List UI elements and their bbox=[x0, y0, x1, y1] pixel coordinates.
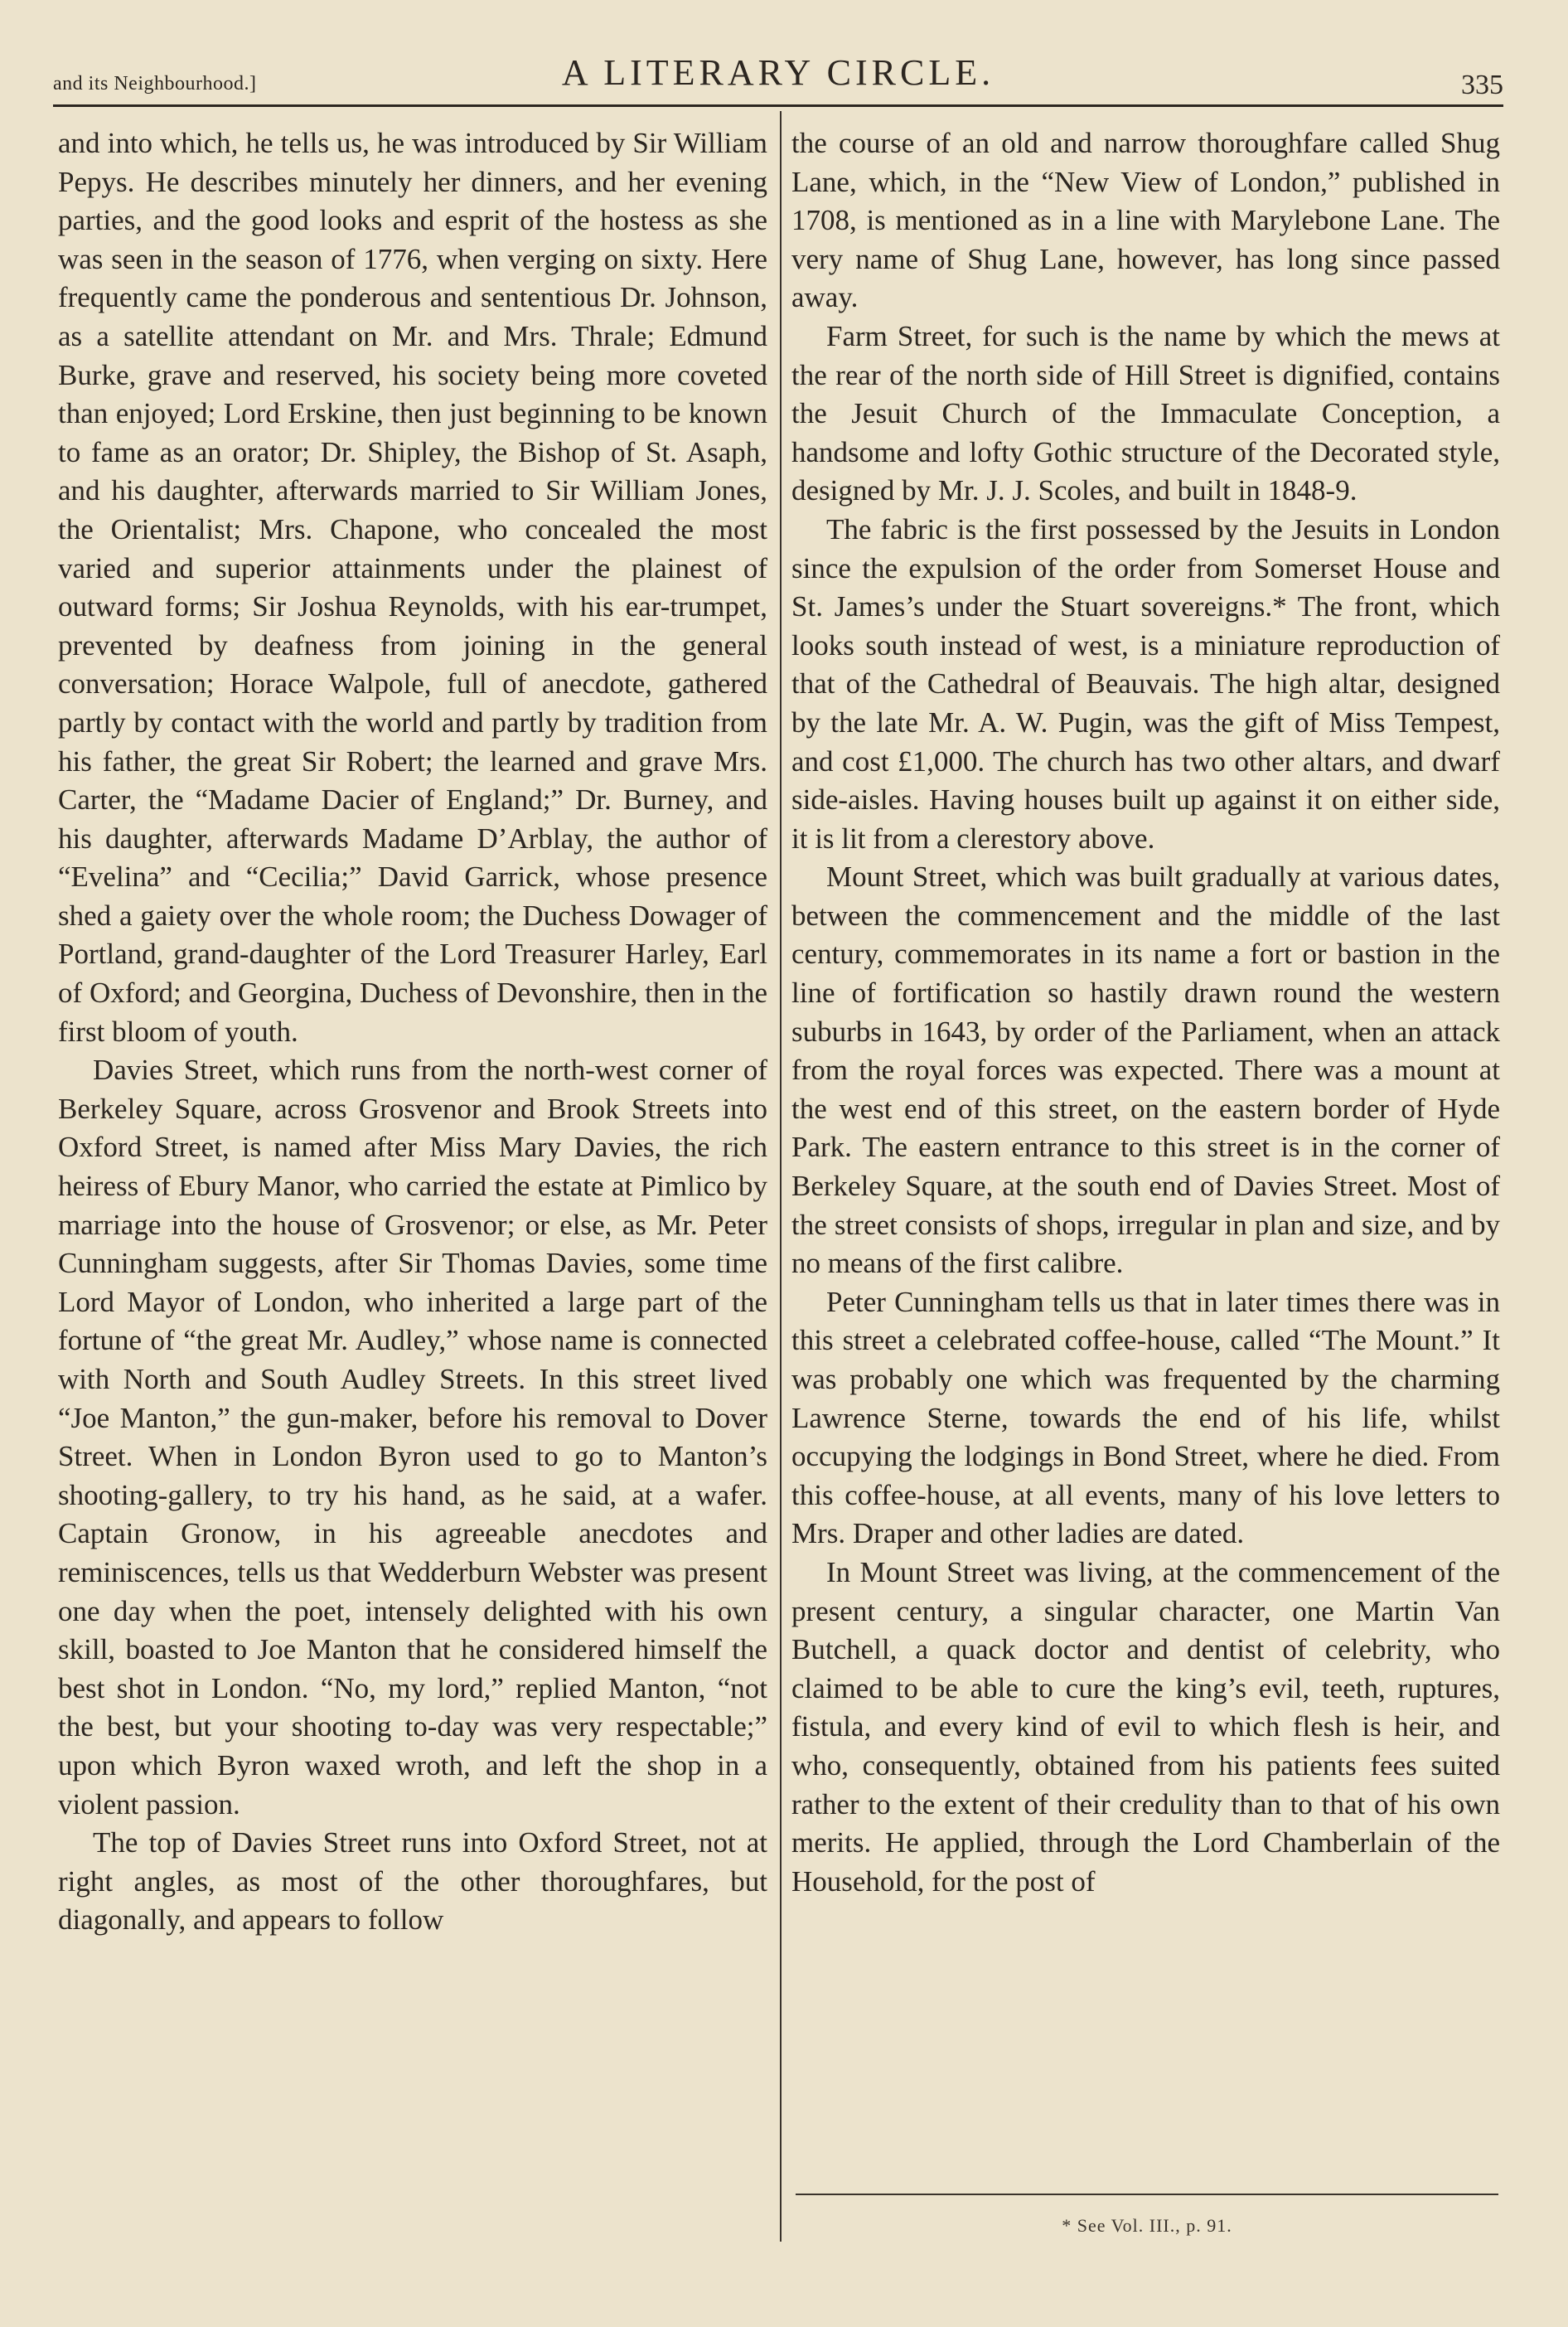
paragraph: the course of an old and narrow thoroughfare called Shug Lane, which, in the “New View of London,” published in 1708, is mentioned as in a line with Marylebone Lane. The very name of Shug Lane, however, has long since passed away. bbox=[791, 127, 1500, 314]
footnote: * See Vol. III., p. 91. bbox=[1062, 2215, 1232, 2236]
footnote-rule bbox=[796, 2194, 1498, 2195]
paragraph: In Mount Street was living, at the commencement of the present century, a singular character, one Martin Van Butchell, a quack doctor and dentist of celebrity, who claimed to be able to cure the king’s evil, teeth, ruptures, fistula, and every kind of evil to which flesh is heir, and who, consequently, obtained from his patients fees suited rather to the extent of their credulity than to that of his own merits. He applied, through the Lord Chamberlain of the Household, for the post of bbox=[791, 1555, 1500, 1898]
column-divider bbox=[780, 111, 782, 2242]
running-head: and its Neighbourhood.] bbox=[53, 73, 257, 95]
paragraph: Farm Street, for such is the name by which the mews at the rear of the north side of Hill Street is dignified, contains the Jesuit Church of the Immaculate Conception, a handsome and lofty Gothic structure of the Decorated style, designed by Mr. J. J. Scoles, and built in 1848-9. bbox=[791, 319, 1500, 507]
page-title: A LITERARY CIRCLE. bbox=[561, 52, 995, 93]
paragraph: Peter Cunningham tells us that in later times there was in this street a celebrated coffee-house, called “The Mount.” It was probably one which was frequented by the charming Lawrence Sterne, towards the end of his life, whilst occupying the lodgings in Bond Street, where he died. From this coffee-house, at all events, many of his love letters to Mrs. Draper and other ladies are dated. bbox=[791, 1285, 1500, 1550]
header-rule bbox=[53, 104, 1503, 107]
paragraph: Mount Street, which was built gradually at various dates, between the commencement and the middle of the last century, commemorates in its name a fort or bastion in the line of fortification so hastily drawn round the western suburbs in 1643, by order of the Parliament, when an attack from the royal forces was expected. There was a mount at the west end of this street, on the eastern border of Hyde Park. The eastern entrance to this street is in the corner of Berkeley Square, at the south end of Davies Street. Most of the street consists of shops, irregular in plan and size, and by no means of the first calibre. bbox=[791, 861, 1500, 1280]
left-column bbox=[58, 124, 767, 1940]
paragraph: and into which, he tells us, he was introduced by Sir William Pepys. He describes minutely her dinners, and her evening parties, and the good looks and esprit of the hostess as she was seen in the season of 1776, when verging on sixty. Here frequently came the ponderous and sententious Dr. Johnson, as a satellite attendant on Mr. and Mrs. Thrale; Edmund Burke, grave and reserved, his society being more coveted than enjoyed; Lord Erskine, then just beginning to be known to fame as an orator; Dr. Shipley, the Bishop of St. Asaph, and his daughter, afterwards married to Sir William Jones, the Orientalist; Mrs. Chapone, who concealed the most varied and superior attainments under the plainest of outward forms; Sir Joshua Reynolds, with his ear-trumpet, prevented by deafness from joining in the general conversation; Horace Walpole, full of anecdote, gathered partly by contact with the world and partly by tradition from his father, the great Sir Robert; the learned and grave Mrs. Carter, the “Madame Dacier of England;” Dr. Burney, and his daughter, afterwards Madame D’Arblay, the author of “Evelina” and “Cecilia;” David Garrick, whose presence shed a gaiety over the whole room; the Duchess Dowager of Portland, grand-daughter of the Lord Treasurer Harley, Earl of Oxford; and Georgina, Duchess of Devonshire, then in the first bloom of youth. bbox=[58, 127, 767, 1048]
paragraph: The top of Davies Street runs into Oxford Street, not at right angles, as most of the other thoroughfares, but diagonally, and appears to follow bbox=[58, 1826, 767, 1937]
page-number: 335 bbox=[1461, 70, 1503, 100]
paragraph: The fabric is the first possessed by the Jesuits in London since the expulsion of the order from Somerset House and St. James’s under the Stuart sovereigns.* The front, which looks south instead of west, is a miniature reproduction of that of the Cathedral of Beauvais. The high altar, designed by the late Mr. A. W. Pugin, was the gift of Miss Tempest, and cost £1,000. The church has two other altars, and dwarf side-aisles. Having houses built up against it on either side, it is lit from a clerestory above. bbox=[791, 512, 1500, 855]
paragraph: Davies Street, which runs from the north-west corner of Berkeley Square, across Grosvenor and Brook Streets into Oxford Street, is named after Miss Mary Davies, the rich heiress of Ebury Manor, who carried the estate at Pimlico by marriage into the house of Grosvenor; or else, as Mr. Peter Cunningham suggests, after Sir Thomas Davies, some time Lord Mayor of London, who inherited a large part of the fortune of “the great Mr. Audley,” whose name is connected with North and South Audley Streets. In this street lived “Joe Manton,” the gun-maker, before his removal to Dover Street. When in London Byron used to go to Manton’s shooting-gallery, to try his hand, as he said, at a wafer. Captain Gronow, in his agreeable anecdotes and reminiscences, tells us that Wedderburn Webster was present one day when the poet, intensely delighted with his own skill, boasted to Joe Manton that he considered himself the best shot in London. “No, my lord,” replied Manton, “not the best, but your shooting to-day was very respectable;” upon which Byron waxed wroth, and left the shop in a violent passion. bbox=[58, 1054, 767, 1820]
page-header bbox=[53, 51, 1503, 109]
right-column bbox=[791, 124, 1500, 1901]
